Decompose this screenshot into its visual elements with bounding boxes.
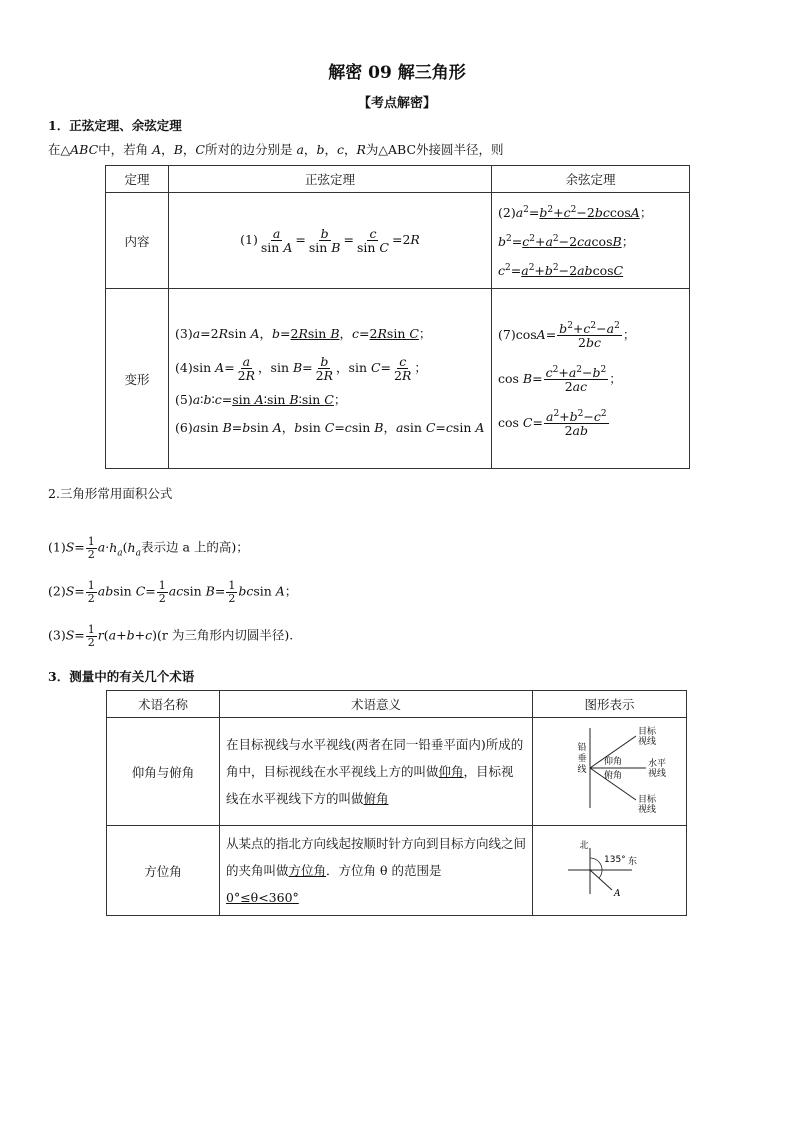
meaning-azimuth: 从某点的指北方向线起按顺时针方向到目标方向线之间的夹角叫做方位角．方位角 θ 的范围是 0°≤θ<360° [220,826,533,916]
row-label-variants: 变形 [106,289,169,469]
sine-law-content: (1) $\frac{a}{\text{sin A}}$ = $\frac{b}{\text{sin B}}$ = $\frac{c}{\text{sin C}}$ =2R [169,193,492,289]
law-of-sines-cosines-table [105,165,690,469]
fig1-target-top-1: 目标 [637,727,656,737]
term-azimuth: 方位角 [107,826,220,916]
figure-azimuth [533,826,687,916]
section2-heading: 2.三角形常用面积公式 [48,486,173,501]
term-elevation-depression: 仰角与俯角 [107,718,220,826]
meaning-elevation-depression: 在目标视线与水平视线(两者在同一铅垂平面内)所成的角中，目标视线在水平视线上方的叫做仰角，目标视线在水平视线下方的叫做俯角 [220,718,533,826]
section3-heading: 3．测量中的有关几个术语 [48,669,195,684]
fig1-horizontal-1: 水平 [647,759,666,769]
fig1-vertical: 铅 [576,743,587,753]
fig1-target-top-2: 视线 [637,737,656,747]
azimuth-diagram [560,834,660,904]
page-title: 解密 09 解三角形 [328,63,466,83]
fig1-elevation: 仰角 [603,757,622,767]
col-header-figure: 图形表示 [533,691,687,718]
figure-elevation-depression [533,718,687,826]
area-formula-1: (1)S= $\frac{1}{2}$ $a\cdot h_a(h_a$表示边 a 上的高)； [48,535,249,561]
cosine-law-content: $(2)a^2=b^2+c^2-2bccosA$； $b^2=c^2+a^2-2cacosB$； $c^2=a^2+b^2-2abcosC$ [492,193,690,289]
fig1-depression: 俯角 [603,771,622,781]
svg-text:垂: 垂 [576,754,587,764]
col-header-cosine-law: 余弦定理 [492,166,690,193]
row-label-content: 内容 [106,193,169,289]
col-header-sine-law: 正弦定理 [169,166,492,193]
svg-text:线: 线 [576,765,587,775]
col-header-theorem: 定理 [106,166,169,193]
fig2-angle: 135° [603,855,626,865]
elevation-depression-diagram [550,722,670,818]
section1-intro: 在△ABC中，若角 A，B，C所对的边分别是 a，b，c，R为△ABC外接圆半径，则 [48,142,504,157]
fig2-point-a: A [613,889,620,899]
col-header-meaning: 术语意义 [220,691,533,718]
area-formula-3: (3)S= $\frac{1}{2}$ r(a+b+c)(r 为三角形内切圆半径). [48,623,294,649]
fig1-horizontal-2: 视线 [647,769,666,779]
fig1-target-bottom-2: 视线 [637,805,656,815]
fig2-east: 东 [627,857,637,867]
section1-heading: 1．正弦定理、余弦定理 [48,118,182,133]
area-formula-2: (2)S= $\frac{1}{2}$ absin C= $\frac{1}{2}$ acsin B= $\frac{1}{2}$ bcsin A； [48,579,298,605]
col-header-term: 术语名称 [107,691,220,718]
fig2-north: 北 [578,841,589,851]
cosine-law-variants: (7)cosA= $\frac{b^2+c^2-a^2}{2bc}$ ； cos B= $\frac{c^2+a^2-b^2}{2ac}$ ； cos C= $\frac{a^2+b^2-c^2}{2ab}$ [492,289,690,469]
survey-terms-table [106,690,687,916]
fig1-target-bottom-1: 目标 [637,795,656,805]
page-subtitle: 【考点解密】 [357,96,436,111]
sine-law-variants: (3)a=2Rsin A，b=2Rsin B，c=2Rsin C； (4)sin A= $\frac{a}{2R}$ ，sin B= $\frac{b}{2R}$ ，sin C= $\frac{c}{2R}$ ； (5)a∶b∶c=sin A∶sin B∶sin C； (6)asin B=bsin A，bsin C=csin B，asin C=csin A [169,289,492,469]
